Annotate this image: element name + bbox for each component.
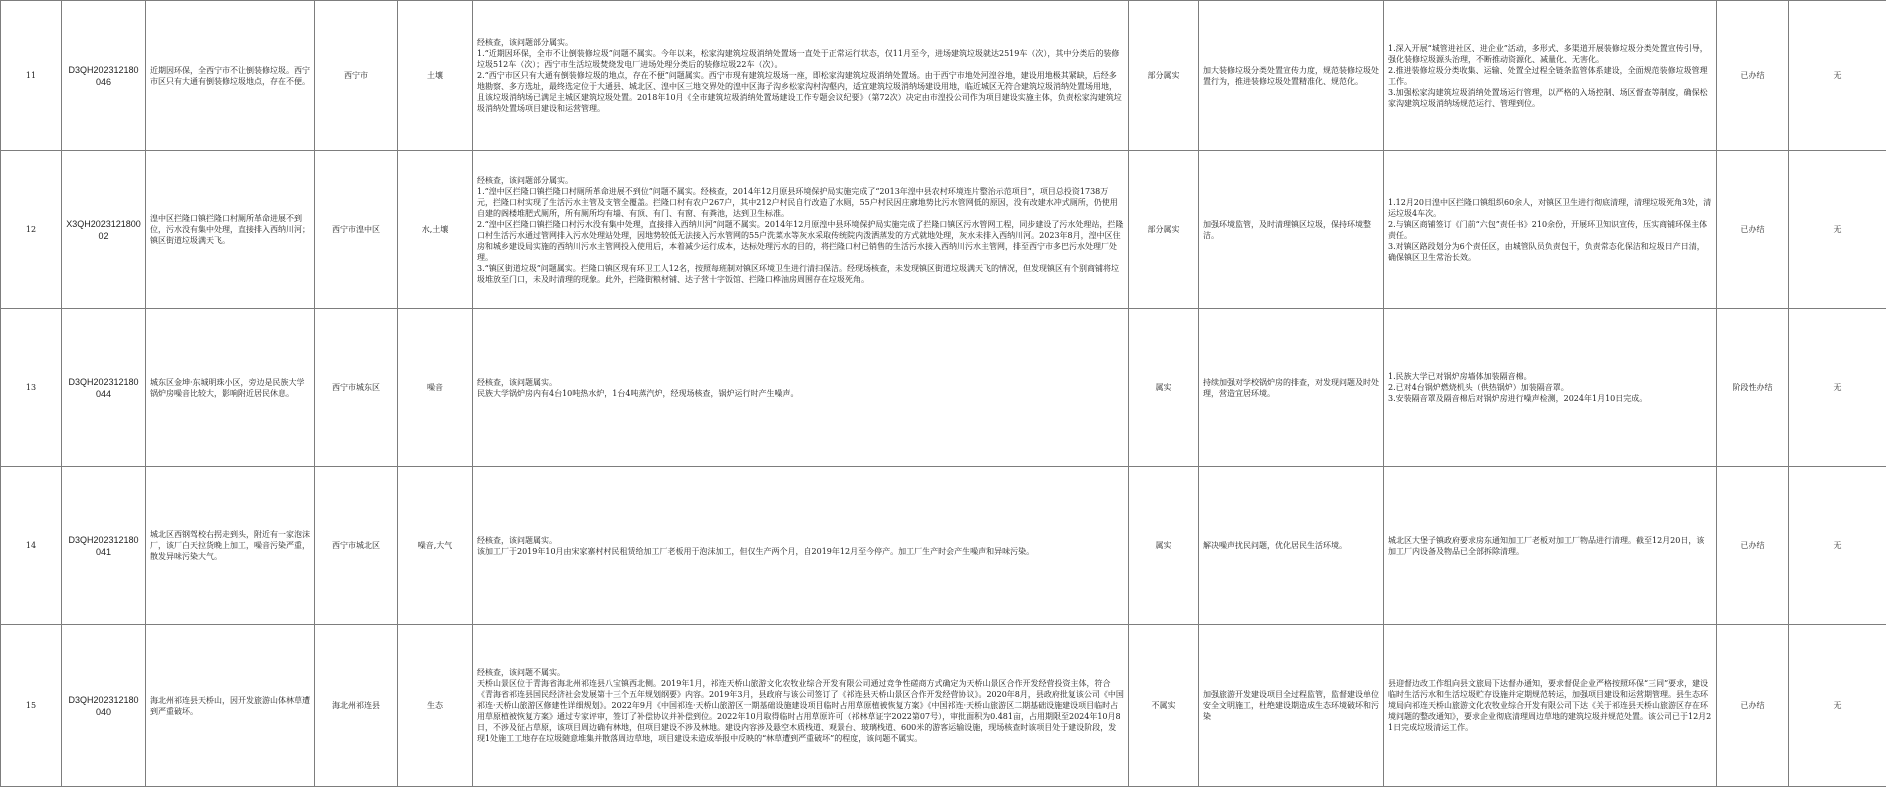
investigation-findings: 经核查，该问题不属实。 天桥山景区位于青海省海北州祁连县八宝镇西北侧。2019年1月，祁连天桥山旅游文化农牧业综合开发有限公司通过竞争性磋商方式确定为天桥山景区合作开发经营投资主体，符合《青海省祁连县国民经济社会发展第十三个五年规划纲要》内容。2019年3月，县政府与该公司签订了《祁连县天桥山景区合作开发经营协议》。2020年8月，县政府批复该公司《中国祁连·天桥山旅游区修建性详细规划》。2022年9月《中国祁连·天桥山旅游区一期基础设施建设项目临时占用草原植被恢复方案》《中国祁连·天桥山旅游区二期基础设施建设项目临时占用草原植被恢复方案》通过专家评审，签订了补偿协议并补偿到位。2022年10月取得临时占用草原许可（祁林草证字2022第07号），审批面积为0.481亩，占用期限至2024年10月8日，不涉及征占草原，该项目周边确有林地，但项目建设不涉及林地。建设内容涉及悬空木质栈道、观景台、玻璃栈道、600米的游客运输设施，现场核查时该项目处于建设阶段，发现1处施工工地存在垃圾随意堆集并散落周边草地，项目建设未造成举报中反映的“林草遭到严重破坏”的程度，该问题不属实。 bbox=[473, 625, 1129, 787]
case-code: D3QH202312180044 bbox=[62, 309, 146, 467]
pollution-type: 土壤 bbox=[398, 1, 473, 151]
accountability: 无 bbox=[1789, 151, 1886, 309]
accountability: 无 bbox=[1789, 625, 1886, 787]
reported-issue: 近期因环保，全西宁市不让倒装修垃圾。西宁市区只有大通有倒装修垃圾地点，存在不便。 bbox=[146, 1, 315, 151]
accountability: 无 bbox=[1789, 1, 1886, 151]
investigation-findings: 经核查，该问题属实。 该加工厂于2019年10月由宋家寨村村民租赁给加工厂老板用于泡沫加工，但仅生产两个月，自2019年12月至今停产。加工厂生产时会产生噪声和异味污染。 bbox=[473, 467, 1129, 625]
table-row bbox=[1, 467, 1886, 625]
reported-issue: 湟中区拦隆口镇拦隆口村厕所革命进展不到位，污水没有集中处理，直接排入西纳川河；镇区街道垃圾满天飞。 bbox=[146, 151, 315, 309]
completion-status: 阶段性办结 bbox=[1717, 309, 1789, 467]
pollution-type: 水,土壤 bbox=[398, 151, 473, 309]
rectification-measures: 县迎督边改工作组向县文旅局下达督办通知，要求督促企业严格按照环保“三同”要求，建设临时生活污水和生活垃圾贮存设施并定期规范转运，加强项目建设和运营期管理。县生态环境局向祁连天桥山旅游文化农牧业综合开发有限公司下达《关于祁连县天桥山旅游区存在环境问题的整改通知》，要求企业彻底清理周边草地的建筑垃圾并规范处置。该公司已于12月21日完成垃圾清运工作。 bbox=[1384, 625, 1717, 787]
accountability: 无 bbox=[1789, 309, 1886, 467]
administrative-area: 西宁市城北区 bbox=[315, 467, 398, 625]
case-code: X3QH202312180002 bbox=[62, 151, 146, 309]
table-row bbox=[1, 151, 1886, 309]
completion-status: 已办结 bbox=[1717, 151, 1789, 309]
verification-result: 属实 bbox=[1129, 309, 1199, 467]
table-row bbox=[1, 1, 1886, 151]
administrative-area: 西宁市城东区 bbox=[315, 309, 398, 467]
investigation-findings: 经核查，该问题部分属实。 1.“湟中区拦隆口镇拦隆口村厕所革命进展不到位”问题不属实。经核查，2014年12月原县环境保护局实施完成了“2013年湟中县农村环境连片整治示范项目”，项目总投资1738万元，拦隆口村实现了生活污水主管及支管全覆盖。拦隆口村有农户267户，其中212户村民自行改造了水厕，55户村民因庄廓地势比污水管网低的原因，没有改建水冲式厕所，仍使用自建的阁楼堆肥式厕所，所有厕所均有墙、有顶、有门、有窗、有粪池，达到卫生标准。 2.“湟中区拦隆口镇拦隆口村污水没有集中处理，直接排入西纳川河”问题不属实。2014年12月原湟中县环境保护局实施完成了拦隆口镇区污水管网工程，同步建设了污水处理站，拦隆口村生活污水通过管网排入污水处理站处理，因地势较低无法接入污水管网的55户洗菜水等灰水采取传统院内泼洒蒸发的方式就地处理，灰水未排入西纳川河。2023年8月，湟中区住房和城乡建设局实施的西纳川污水主管网投入使用后，本着减少运行成本，达标处理污水的目的，将拦隆口村已销售的生活污水接入西纳川污水主管网，排至西宁市多巴污水处理厂处理。 3.“镇区街道垃圾”问题属实。拦隆口镇区现有环卫工人12名，按照每班制对镇区环境卫生进行清扫保洁。经现场核查，未发现镇区街道垃圾满天飞的情况，但发现镇区有个别商铺将垃圾堆放至门口，未及时清理的现象。此外，拦隆街粮材铺、达子营十字饭馆、拦隆口桦油房周围存在垃圾死角。 bbox=[473, 151, 1129, 309]
pollution-type: 噪音,大气 bbox=[398, 467, 473, 625]
rectification-measures: 城北区大堡子镇政府要求房东通知加工厂老板对加工厂物品进行清理。截至12月20日，该加工厂内设备及物品已全部拆除清理。 bbox=[1384, 467, 1717, 625]
handling-goal: 加强环境监管，及时清理镇区垃圾，保持环境整洁。 bbox=[1199, 151, 1384, 309]
reported-issue: 城东区金坤·东城明珠小区，旁边是民族大学锅炉房噪音比较大，影响附近居民休息。 bbox=[146, 309, 315, 467]
administrative-area: 西宁市湟中区 bbox=[315, 151, 398, 309]
administrative-area: 海北州祁连县 bbox=[315, 625, 398, 787]
pollution-type: 噪音 bbox=[398, 309, 473, 467]
row-number: 14 bbox=[1, 467, 62, 625]
handling-goal: 加强旅游开发建设项目全过程监管，监督建设单位安全文明施工，杜绝建设期造成生态环境破坏和污染 bbox=[1199, 625, 1384, 787]
rectification-measures: 1.深入开展“城管进社区、进企业”活动，多形式、多渠道开展装修垃圾分类处置宣传引导，强化装修垃圾源头治理，不断推动资源化、减量化、无害化。 2.推进装修垃圾分类收集、运输、处置全过程全链条监管体系建设，全面规范装修垃圾管理工作。 3.加强松家沟建筑垃圾消纳处置场运行管理，以严格的入场控制、场区督查等制度，确保松家沟建筑垃圾消纳场规范运行、管理到位。 bbox=[1384, 1, 1717, 151]
investigation-findings: 经核查，该问题部分属实。 1.“近期因环保，全市不让倒装修垃圾”问题不属实。今年以来，松家沟建筑垃圾消纳处置场一直处于正常运行状态，仅11月至今，进场建筑垃圾就达2519车（次），其中分类后的装修垃圾512车（次）；西宁市生活垃圾焚烧发电厂进场处理分类后的装修垃圾22车（次）。 2.“西宁市区只有大通有倒装修垃圾的地点，存在不便”问题属实。西宁市现有建筑垃圾场一座，即松家沟建筑垃圾消纳处置场。由于西宁市地处河湟谷地，建设用地极其紧缺，后经多地勘察、多方选址，最终选定位于大通县、城北区、湟中区三地交界处的湟中区海子沟乡松家沟村沟壑内，适宜建筑垃圾消纳场建设用地，临近城区无符合建筑垃圾消纳处置场用地，且该垃圾消纳场已满足主城区建筑垃圾处置。2018年10月《全市建筑垃圾消纳处置场建设工作专题会议纪要》（第72次）决定由市湟投公司作为项目建设实施主体，负责松家沟建筑垃圾消纳处置场项目建设和运营管理。 bbox=[473, 1, 1129, 151]
row-number: 15 bbox=[1, 625, 62, 787]
table-row bbox=[1, 309, 1886, 467]
case-code: D3QH202312180040 bbox=[62, 625, 146, 787]
row-number: 12 bbox=[1, 151, 62, 309]
administrative-area: 西宁市 bbox=[315, 1, 398, 151]
case-code: D3QH202312180041 bbox=[62, 467, 146, 625]
handling-goal: 持续加强对学校锅炉房的排查，对发现问题及时处理，营造宜居环境。 bbox=[1199, 309, 1384, 467]
rectification-measures: 1.12月20日湟中区拦隆口镇组织60余人，对镇区卫生进行彻底清理，清理垃圾死角3处，清运垃圾4车次。 2.与镇区商铺签订《门前“六包”责任书》210余份，开展环卫知识宣传，压实商铺环保主体责任。 3.对镇区路段划分为6个责任区，由城管队员负责包干，负责常态化保洁和垃圾日产日清，确保镇区卫生常治长效。 bbox=[1384, 151, 1717, 309]
completion-status: 已办结 bbox=[1717, 625, 1789, 787]
handling-goal: 解决噪声扰民问题，优化居民生活环境。 bbox=[1199, 467, 1384, 625]
completion-status: 已办结 bbox=[1717, 1, 1789, 151]
case-code: D3QH202312180046 bbox=[62, 1, 146, 151]
table-row bbox=[1, 625, 1886, 787]
reported-issue: 海北州祁连县天桥山，因开发旅游山体林草遭到严重破坏。 bbox=[146, 625, 315, 787]
row-number: 11 bbox=[1, 1, 62, 151]
accountability: 无 bbox=[1789, 467, 1886, 625]
handling-goal: 加大装修垃圾分类处置宣传力度，规范装修垃圾处置行为，推进装修垃圾处置精准化、规范化。 bbox=[1199, 1, 1384, 151]
reported-issue: 城北区西钢驾校右拐走到头，附近有一家泡沫厂，该厂白天拉货晚上加工，噪音污染严重，散发异味污染大气。 bbox=[146, 467, 315, 625]
row-number: 13 bbox=[1, 309, 62, 467]
verification-result: 部分属实 bbox=[1129, 1, 1199, 151]
pollution-type: 生态 bbox=[398, 625, 473, 787]
verification-result: 不属实 bbox=[1129, 625, 1199, 787]
completion-status: 已办结 bbox=[1717, 467, 1789, 625]
verification-result: 属实 bbox=[1129, 467, 1199, 625]
investigation-findings: 经核查，该问题属实。 民族大学锅炉房内有4台10吨热水炉，1台4吨蒸汽炉，经现场核查，锅炉运行时产生噪声。 bbox=[473, 309, 1129, 467]
verification-result: 部分属实 bbox=[1129, 151, 1199, 309]
rectification-measures: 1.民族大学已对锅炉房墙体加装隔音棉。 2.已对4台锅炉燃烧机头（供热锅炉）加装隔音罩。 3.安装隔音罩及隔音棉后对锅炉房进行噪声检测，2024年1月10日完成。 bbox=[1384, 309, 1717, 467]
